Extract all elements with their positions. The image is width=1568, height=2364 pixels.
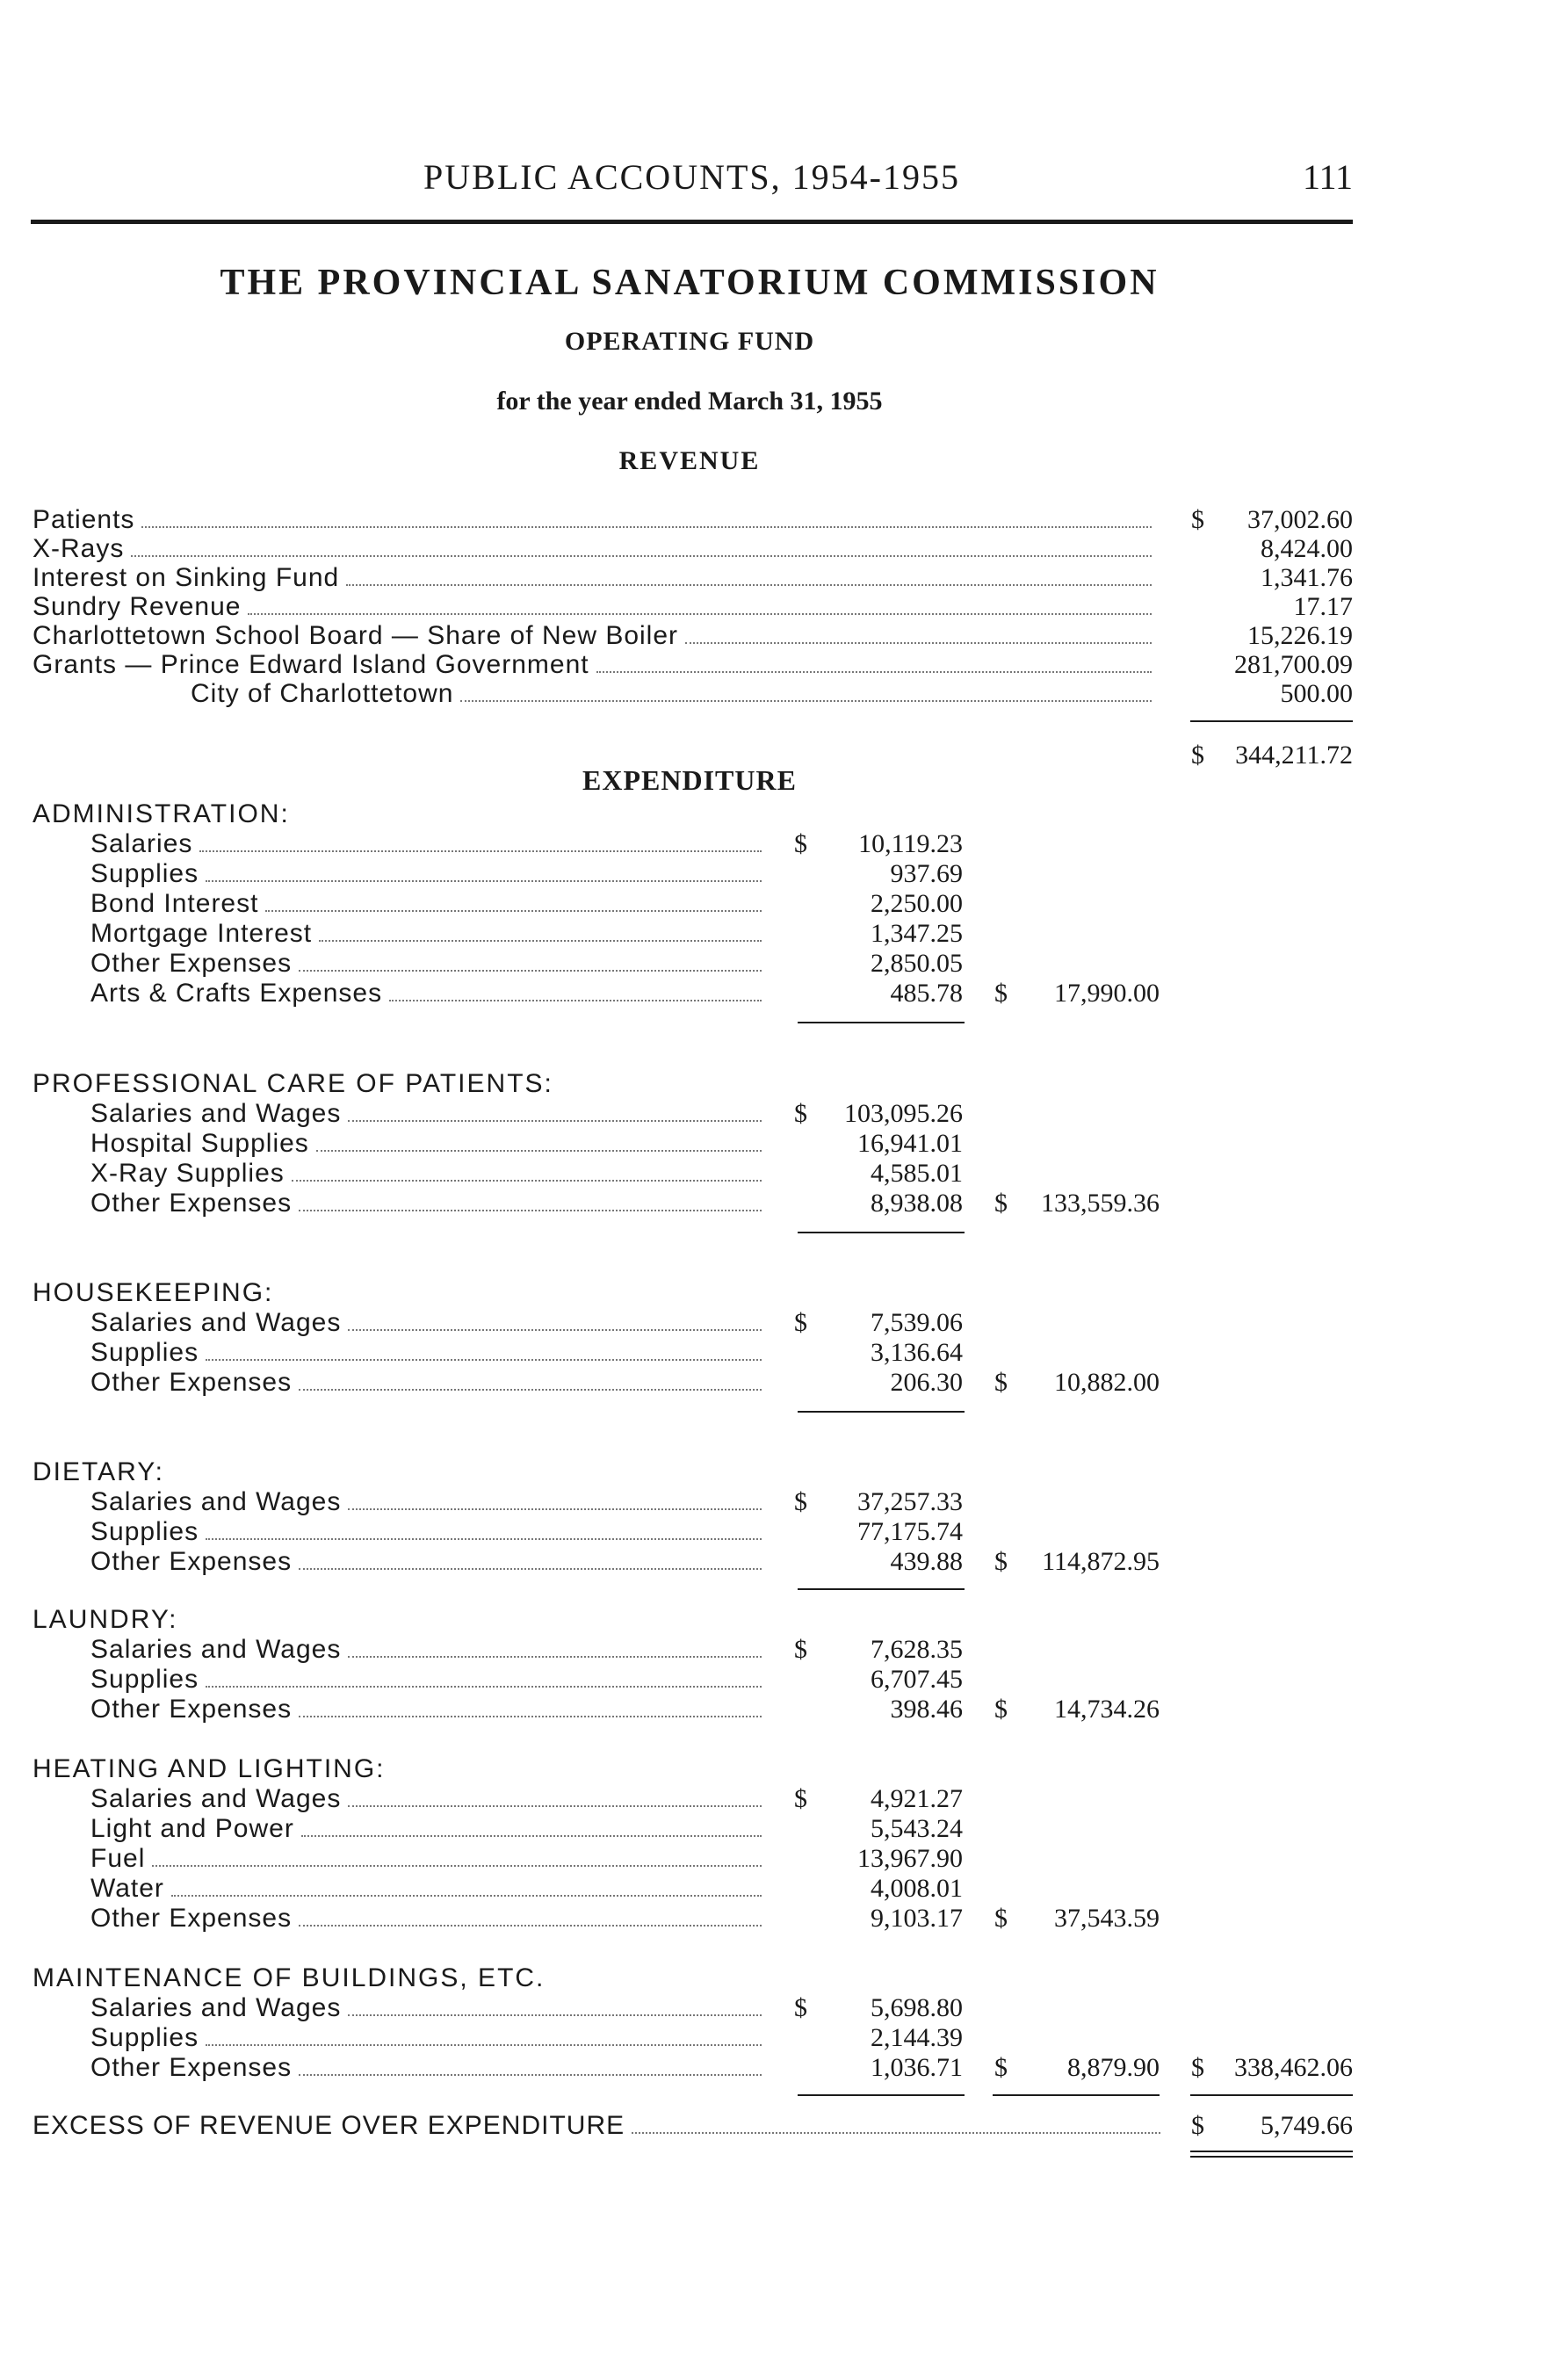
period-title: for the year ended March 31, 1955 <box>496 387 883 416</box>
expense-row <box>0 1904 1568 1934</box>
expense-amount: 1,347.25 <box>871 919 963 948</box>
expense-row <box>0 889 1568 919</box>
currency-sign: $ <box>994 979 1008 1008</box>
currency-sign: $ <box>994 1189 1008 1218</box>
expense-label: Fuel <box>90 1844 146 1873</box>
currency-sign: $ <box>994 1695 1008 1724</box>
expense-label: Supplies <box>90 859 199 888</box>
expenditure-heading: EXPENDITURE <box>582 764 797 796</box>
section-heading: LAUNDRY: <box>33 1605 178 1634</box>
expense-row <box>0 1635 1568 1665</box>
expense-amount: 485.78 <box>890 979 963 1008</box>
expense-amount: 398.46 <box>890 1695 963 1724</box>
expense-label: Salaries and Wages <box>90 1784 342 1813</box>
closing-rule-amounts <box>798 2094 965 2096</box>
expense-row <box>0 1993 1568 2023</box>
expense-label: Hospital Supplies <box>90 1129 309 1158</box>
section-total: 17,990.00 <box>1054 979 1160 1008</box>
expense-amount: 6,707.45 <box>871 1665 963 1694</box>
expense-row <box>0 1368 1568 1398</box>
expense-row <box>0 919 1568 949</box>
revenue-label: Charlottetown School Board — Share of New Boiler <box>33 621 679 650</box>
currency-sign: $ <box>1191 2111 1204 2140</box>
running-title: PUBLIC ACCOUNTS, 1954-1955 <box>423 157 960 197</box>
expense-amount: 4,008.01 <box>871 1874 963 1903</box>
expense-label: Salaries and Wages <box>90 1635 342 1664</box>
section-rule <box>798 1232 965 1233</box>
section-heading: DIETARY: <box>33 1457 164 1486</box>
expense-label: Other Expenses <box>90 1189 293 1218</box>
expense-row <box>0 1159 1568 1189</box>
expense-amount: 1,036.71 <box>871 2053 963 2082</box>
closing-rule-grand <box>1190 2094 1353 2096</box>
expense-label: Other Expenses <box>90 2053 293 2082</box>
expense-row <box>0 1874 1568 1904</box>
revenue-label: Grants — Prince Edward Island Government <box>33 650 589 679</box>
revenue-row <box>0 563 1568 593</box>
expense-row <box>0 1695 1568 1724</box>
expense-amount: 4,921.27 <box>871 1784 963 1813</box>
revenue-amount: 1,341.76 <box>1261 563 1353 592</box>
expense-amount: 206.30 <box>890 1368 963 1397</box>
expense-label: Salaries and Wages <box>90 1487 342 1516</box>
section-total: 37,543.59 <box>1054 1904 1160 1933</box>
expense-row <box>0 1099 1568 1129</box>
section-rule <box>798 1411 965 1413</box>
revenue-heading: REVENUE <box>618 446 761 475</box>
expense-label: Other Expenses <box>90 1695 293 1724</box>
currency-sign: $ <box>794 1784 807 1813</box>
section-rule <box>798 1588 965 1590</box>
expense-label: Salaries and Wages <box>90 1099 342 1128</box>
excess-rule-1 <box>1190 2151 1353 2152</box>
section-total: 8,879.90 <box>1067 2053 1160 2082</box>
section-heading: ADMINISTRATION: <box>33 799 290 828</box>
revenue-label: Interest on Sinking Fund <box>33 563 340 592</box>
expense-amount: 4,585.01 <box>871 1159 963 1188</box>
excess-label: EXCESS OF REVENUE OVER EXPENDITURE <box>33 2111 625 2140</box>
expense-amount: 3,136.64 <box>871 1338 963 1367</box>
expense-amount: 2,144.39 <box>871 2023 963 2052</box>
expense-amount: 7,539.06 <box>871 1308 963 1337</box>
page-header <box>31 156 1353 209</box>
expense-row <box>0 1547 1568 1577</box>
revenue-amount: 17.17 <box>1293 592 1353 621</box>
currency-sign: $ <box>794 1993 807 2022</box>
expense-row <box>0 859 1568 889</box>
closing-rule-totals <box>993 2094 1160 2096</box>
expense-label: Other Expenses <box>90 1904 293 1933</box>
expense-label: Supplies <box>90 1338 199 1367</box>
expense-label: Supplies <box>90 1665 199 1694</box>
expense-label: Water <box>90 1874 164 1903</box>
section-rule <box>798 1022 965 1023</box>
revenue-row <box>0 650 1568 680</box>
currency-sign: $ <box>794 829 807 858</box>
expense-amount: 37,257.33 <box>857 1487 963 1516</box>
expense-amount: 2,850.05 <box>871 949 963 978</box>
currency-sign: $ <box>994 1904 1008 1933</box>
expense-label: Light and Power <box>90 1814 294 1843</box>
expense-label: Mortgage Interest <box>90 919 313 948</box>
currency-sign: $ <box>794 1308 807 1337</box>
revenue-label: X-Rays <box>33 534 125 563</box>
revenue-row <box>0 592 1568 622</box>
expense-amount: 5,698.80 <box>871 1993 963 2022</box>
currency-sign: $ <box>794 1635 807 1664</box>
section-heading: HOUSEKEEPING: <box>33 1278 274 1307</box>
currency-sign: $ <box>1191 505 1204 534</box>
revenue-row <box>0 621 1568 651</box>
section-heading: MAINTENANCE OF BUILDINGS, ETC. <box>33 1963 546 1992</box>
expense-label: Supplies <box>90 2023 199 2052</box>
expense-row <box>0 1784 1568 1814</box>
currency-sign: $ <box>1191 2053 1204 2082</box>
expense-label: X-Ray Supplies <box>90 1159 285 1188</box>
excess-amount: 5,749.66 <box>1261 2111 1353 2140</box>
currency-sign: $ <box>794 1099 807 1128</box>
revenue-label: Patients <box>33 505 135 534</box>
revenue-total: 344,211.72 <box>1235 741 1353 770</box>
expense-row <box>0 1487 1568 1517</box>
expense-row <box>0 2023 1568 2053</box>
commission-title: THE PROVINCIAL SANATORIUM COMMISSION <box>220 263 1160 303</box>
expense-label: Salaries and Wages <box>90 1993 342 2022</box>
expense-label: Supplies <box>90 1517 199 1546</box>
currency-sign: $ <box>1191 741 1204 770</box>
expense-row <box>0 1129 1568 1159</box>
revenue-amount: 15,226.19 <box>1247 621 1353 650</box>
header-rule <box>31 220 1353 224</box>
expense-amount: 8,938.08 <box>871 1189 963 1218</box>
expense-row <box>0 1517 1568 1547</box>
revenue-row <box>0 505 1568 535</box>
revenue-label: City of Charlottetown <box>191 679 454 708</box>
expense-row <box>0 1665 1568 1695</box>
currency-sign: $ <box>994 1547 1008 1576</box>
expense-amount: 5,543.24 <box>871 1814 963 1843</box>
expense-label: Bond Interest <box>90 889 259 918</box>
currency-sign: $ <box>994 1368 1008 1397</box>
expense-amount: 77,175.74 <box>857 1517 963 1546</box>
section-total: 133,559.36 <box>1041 1189 1160 1218</box>
page-number: 111 <box>1302 157 1353 197</box>
expense-row <box>0 1814 1568 1844</box>
expense-label: Other Expenses <box>90 1368 293 1397</box>
expense-amount: 103,095.26 <box>844 1099 963 1128</box>
currency-sign: $ <box>794 1487 807 1516</box>
expense-label: Other Expenses <box>90 949 293 978</box>
expense-row <box>0 1338 1568 1368</box>
expense-amount: 7,628.35 <box>871 1635 963 1664</box>
expense-row <box>0 1844 1568 1874</box>
expense-amount: 2,250.00 <box>871 889 963 918</box>
excess-rule-2 <box>1190 2156 1353 2158</box>
currency-sign: $ <box>994 2053 1008 2082</box>
section-heading: HEATING AND LIGHTING: <box>33 1754 386 1783</box>
revenue-amount: 37,002.60 <box>1247 505 1353 534</box>
expense-row <box>0 949 1568 979</box>
expense-amount: 439.88 <box>890 1547 963 1576</box>
section-total: 10,882.00 <box>1054 1368 1160 1397</box>
revenue-total-rule <box>1190 720 1353 722</box>
section-total: 114,872.95 <box>1042 1547 1160 1576</box>
expense-label: Other Expenses <box>90 1547 293 1576</box>
expense-row <box>0 2053 1568 2083</box>
expense-label: Salaries <box>90 829 193 858</box>
excess-row <box>0 2111 1568 2141</box>
revenue-label: Sundry Revenue <box>33 592 242 621</box>
expense-label: Salaries and Wages <box>90 1308 342 1337</box>
revenue-amount: 8,424.00 <box>1261 534 1353 563</box>
expense-row <box>0 1308 1568 1338</box>
revenue-row <box>0 534 1568 564</box>
expense-amount: 16,941.01 <box>857 1129 963 1158</box>
section-heading: PROFESSIONAL CARE OF PATIENTS: <box>33 1069 553 1098</box>
revenue-amount: 281,700.09 <box>1234 650 1353 679</box>
fund-title: OPERATING FUND <box>564 327 815 356</box>
expense-row <box>0 979 1568 1008</box>
revenue-row <box>0 679 1568 709</box>
expense-amount: 10,119.23 <box>858 829 963 858</box>
section-total: 14,734.26 <box>1054 1695 1160 1724</box>
expense-row <box>0 829 1568 859</box>
expense-label: Arts & Crafts Expenses <box>90 979 383 1008</box>
expenditure-total: 338,462.06 <box>1234 2053 1353 2082</box>
expense-row <box>0 1189 1568 1218</box>
expense-amount: 9,103.17 <box>871 1904 963 1933</box>
expense-amount: 937.69 <box>890 859 963 888</box>
revenue-amount: 500.00 <box>1280 679 1353 708</box>
expense-amount: 13,967.90 <box>857 1844 963 1873</box>
